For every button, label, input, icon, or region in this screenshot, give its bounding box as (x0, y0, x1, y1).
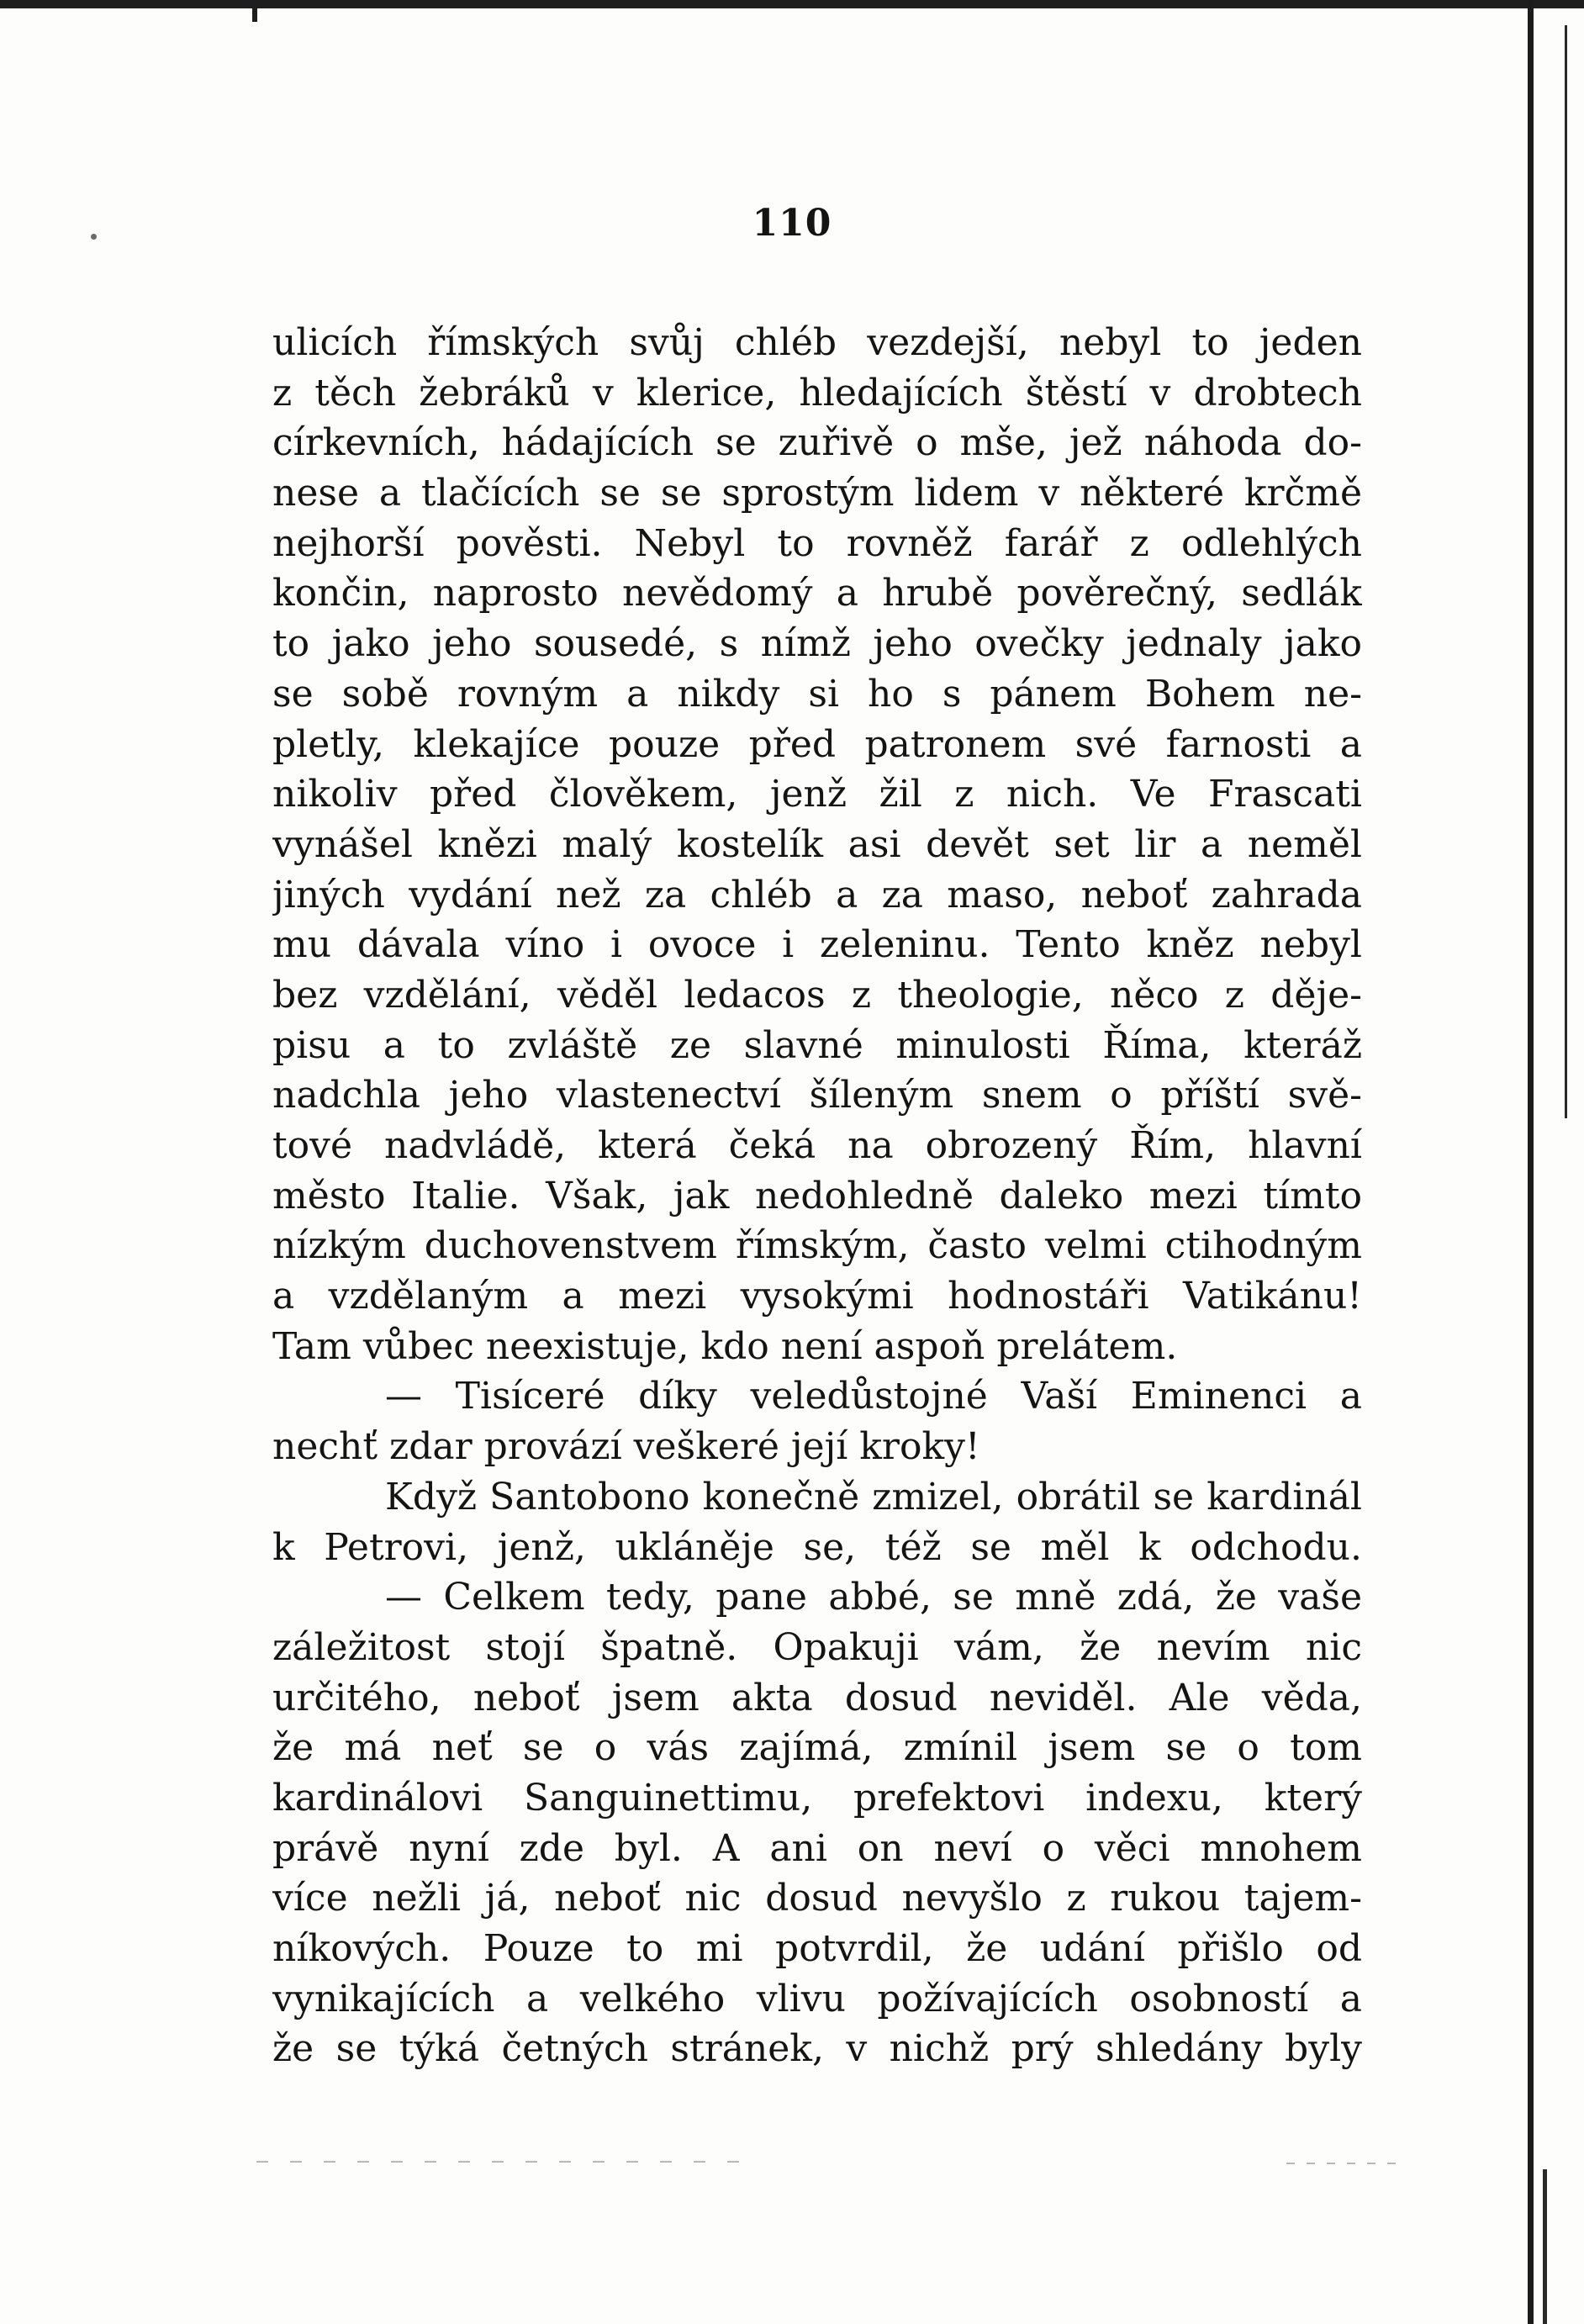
text-line: mu dávala víno i ovoce i zeleninu. Tento kněz nebyl (272, 923, 1362, 967)
text-line: — Tisíceré díky veledůstojné Vaší Eminenci a (385, 1375, 1362, 1418)
text-line: pletly, klekajíce pouze před patronem své farnosti a (272, 722, 1362, 766)
body-text (272, 318, 1362, 2074)
scan-top-edge (0, 0, 1584, 8)
text-line: nadchla jeho vlastenectví šíleným snem o příští svě- (272, 1074, 1362, 1117)
text-line: jiných vydání než za chléb a za maso, neboť zahrada (272, 873, 1362, 916)
text-line: končin, naprosto nevědomý a hrubě pověrečný, sedlák (272, 572, 1362, 615)
text-line: záležitost stojí špatně. Opakuji vám, že nevím nic (272, 1625, 1362, 1669)
text-line: — Celkem tedy, pane abbé, se mně zdá, že vaše (385, 1576, 1362, 1619)
text-line: kardinálovi Sanguinettimu, prefektovi indexu, který (272, 1776, 1362, 1820)
text-line: nechť zdar provází veškeré její kroky! (272, 1425, 980, 1469)
text-line: více nežli já, neboť nic dosud nevyšlo z rukou tajem- (272, 1877, 1362, 1920)
page-number: 110 (752, 202, 832, 245)
text-line: určitého, neboť jsem akta dosud neviděl. Ale věda, (272, 1676, 1362, 1719)
text-line: nese a tlačících se se sprostým lidem v některé krčmě (272, 472, 1362, 515)
text-line: že se týká četných stránek, v nichž prý shledány byly (272, 2027, 1362, 2071)
text-line: níkových. Pouze to mi potvrdil, že udání přišlo od (272, 1927, 1362, 1970)
binding-edge-bottom-line (1543, 2169, 1547, 2324)
text-line: město Italie. Však, jak nedohledně daleko mezi tímto (272, 1174, 1362, 1217)
scan-top-notch (252, 0, 257, 22)
text-line: nikoliv před člověkem, jenž žil z nich. Ve Frascati (272, 773, 1362, 816)
text-line: se sobě rovným a nikdy si ho s pánem Bohem ne- (272, 672, 1362, 716)
text-line: nízkým duchovenstvem římským, často velmi ctihodným (272, 1224, 1362, 1268)
text-line: církevních, hádajících se zuřivě o mše, jež náhoda do- (272, 421, 1362, 465)
binding-edge-line (1528, 0, 1534, 2324)
text-line: tové nadvládě, která čeká na obrozený Řím, hlavní (272, 1124, 1362, 1167)
binding-edge-thin-line (1565, 25, 1567, 1118)
scan-dust-marks (256, 2161, 761, 2163)
text-line: bez vzdělání, věděl ledacos z theologie, něco z děje- (272, 973, 1362, 1017)
text-line: a vzdělaným a mezi vysokými hodnostáři Vatikánu! (272, 1275, 1362, 1318)
text-line: ulicích římských svůj chléb vezdejší, nebyl to jeden (272, 321, 1362, 364)
text-line: vynášel knězi malý kostelík asi devět set lir a neměl (272, 822, 1362, 866)
text-line: právě nyní zde byl. A ani on neví o věci mnohem (272, 1826, 1362, 1870)
text-line: že má neť se o vás zajímá, zmínil jsem se o tom (272, 1726, 1362, 1770)
text-line: z těch žebráků v klerice, hledajících štěstí v drobtech (272, 371, 1362, 415)
text-line: Když Santobono konečně zmizel, obrátil se kardinál (385, 1475, 1362, 1519)
text-line: Tam vůbec neexistuje, kdo není aspoň prelátem. (272, 1324, 1178, 1368)
text-line: k Petrovi, jenž, ukláněje se, též se měl k odchodu. (272, 1525, 1362, 1569)
text-line: vynikajících a velkého vlivu požívajících osobností a (272, 1977, 1362, 2020)
scan-dust-marks-right (1286, 2163, 1396, 2164)
text-line: nejhorší pověsti. Nebyl to rovněž farář z odlehlých (272, 521, 1362, 565)
text-line: to jako jeho sousedé, s nímž jeho ovečky jednaly jako (272, 622, 1362, 666)
text-line: pisu a to zvláště ze slavné minulosti Říma, kteráž (272, 1023, 1362, 1067)
